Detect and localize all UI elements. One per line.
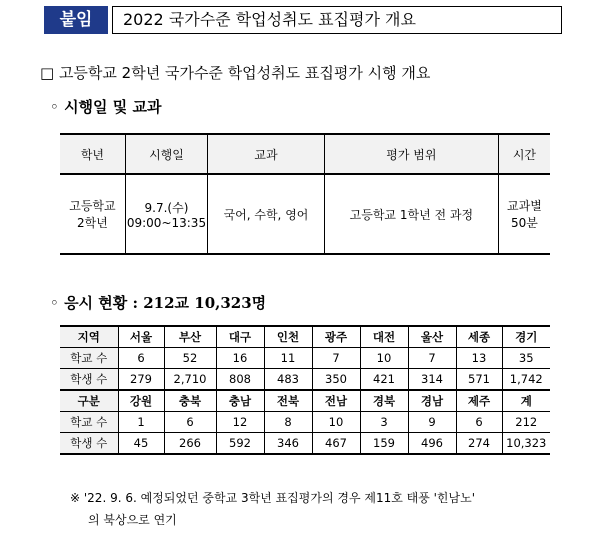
table-cell: 경북 <box>360 390 408 412</box>
table-cell: 세종 <box>456 326 502 348</box>
table-cell: 421 <box>360 369 408 391</box>
table-cell: 10 <box>312 412 360 433</box>
table-cell: 8 <box>264 412 312 433</box>
table-cell: 212 <box>502 412 550 433</box>
table-cell: 12 <box>216 412 264 433</box>
table-cell: 7 <box>408 348 456 369</box>
document-title: 2022 국가수준 학업성취도 표집평가 개요 <box>112 6 562 34</box>
table-cell: 대전 <box>360 326 408 348</box>
table-cell: 13 <box>456 348 502 369</box>
footnote-line2: 의 북상으로 연기 <box>88 513 177 527</box>
time-line1: 교과별 <box>507 199 542 213</box>
header-subjects: 교과 <box>208 134 325 174</box>
table-cell: 571 <box>456 369 502 391</box>
table-cell: 지역 <box>60 326 118 348</box>
table-cell: 구분 <box>60 390 118 412</box>
footnote <box>70 487 570 531</box>
table-cell: 강원 <box>118 390 164 412</box>
table-cell: 159 <box>360 433 408 455</box>
table-cell: 7 <box>312 348 360 369</box>
table-cell: 학생 수 <box>60 433 118 455</box>
participation-table <box>60 325 550 455</box>
table-cell: 1,742 <box>502 369 550 391</box>
header-time: 시간 <box>498 134 550 174</box>
table-cell: 467 <box>312 433 360 455</box>
table-cell: 서울 <box>118 326 164 348</box>
date-line1: 9.7.(수) <box>144 200 189 215</box>
table-cell: 279 <box>118 369 164 391</box>
footnote-line1: ※ '22. 9. 6. 예정되었던 중학교 3학년 표집평가의 경우 제11호 태풍 '힌남노' <box>70 491 476 505</box>
category-header-row <box>60 390 550 412</box>
table-cell: 16 <box>216 348 264 369</box>
table-cell: 계 <box>502 390 550 412</box>
table-cell: 학교 수 <box>60 348 118 369</box>
region-header-row <box>60 326 550 348</box>
table-cell: 울산 <box>408 326 456 348</box>
school-count-row <box>60 348 550 369</box>
grade-line1: 고등학교 <box>69 199 116 213</box>
table-cell: 전북 <box>264 390 312 412</box>
attachment-badge: 붙임 <box>44 6 108 34</box>
table-cell: 대구 <box>216 326 264 348</box>
schedule-header-row <box>60 134 550 174</box>
cell-subjects: 국어, 수학, 영어 <box>208 174 325 254</box>
cell-scope: 고등학교 1학년 전 과정 <box>324 174 498 254</box>
table-cell: 6 <box>118 348 164 369</box>
table-cell: 35 <box>502 348 550 369</box>
table-cell: 808 <box>216 369 264 391</box>
table-cell: 부산 <box>164 326 216 348</box>
student-count-row <box>60 369 550 391</box>
table-cell: 11 <box>264 348 312 369</box>
table-cell: 10 <box>360 348 408 369</box>
table-cell: 학생 수 <box>60 369 118 391</box>
table-cell: 경기 <box>502 326 550 348</box>
table-cell: 충남 <box>216 390 264 412</box>
table-cell: 45 <box>118 433 164 455</box>
table-cell: 충북 <box>164 390 216 412</box>
table-cell: 학교 수 <box>60 412 118 433</box>
table-cell: 266 <box>164 433 216 455</box>
table-cell: 3 <box>360 412 408 433</box>
cell-grade <box>60 174 125 254</box>
table-cell: 전남 <box>312 390 360 412</box>
table-cell: 483 <box>264 369 312 391</box>
table-cell: 496 <box>408 433 456 455</box>
table-cell: 6 <box>456 412 502 433</box>
date-line2: 09:00~13:35 <box>126 215 207 230</box>
table-cell: 10,323 <box>502 433 550 455</box>
time-line2: 50분 <box>511 216 538 230</box>
grade-line2: 2학년 <box>77 216 108 230</box>
document-header <box>44 6 554 34</box>
schedule-table <box>60 133 550 255</box>
school-count-row <box>60 412 550 433</box>
table-cell: 346 <box>264 433 312 455</box>
table-cell: 2,710 <box>164 369 216 391</box>
schedule-row <box>60 174 550 254</box>
table-cell: 1 <box>118 412 164 433</box>
table-cell: 592 <box>216 433 264 455</box>
cell-date <box>125 174 207 254</box>
subsection-participation-title: ◦ 응시 현황 : 212교 10,323명 <box>50 294 267 312</box>
subsection-schedule-title: ◦ 시행일 및 교과 <box>50 98 162 116</box>
table-cell: 52 <box>164 348 216 369</box>
cell-time <box>498 174 550 254</box>
table-cell: 6 <box>164 412 216 433</box>
header-date: 시행일 <box>125 134 207 174</box>
table-cell: 제주 <box>456 390 502 412</box>
table-cell: 경남 <box>408 390 456 412</box>
section-title: □ 고등학교 2학년 국가수준 학업성취도 표집평가 시행 개요 <box>40 64 431 82</box>
table-cell: 인천 <box>264 326 312 348</box>
table-cell: 314 <box>408 369 456 391</box>
table-cell: 350 <box>312 369 360 391</box>
header-grade: 학년 <box>60 134 125 174</box>
table-cell: 274 <box>456 433 502 455</box>
student-count-row <box>60 433 550 455</box>
header-scope: 평가 범위 <box>324 134 498 174</box>
table-cell: 광주 <box>312 326 360 348</box>
table-cell: 9 <box>408 412 456 433</box>
